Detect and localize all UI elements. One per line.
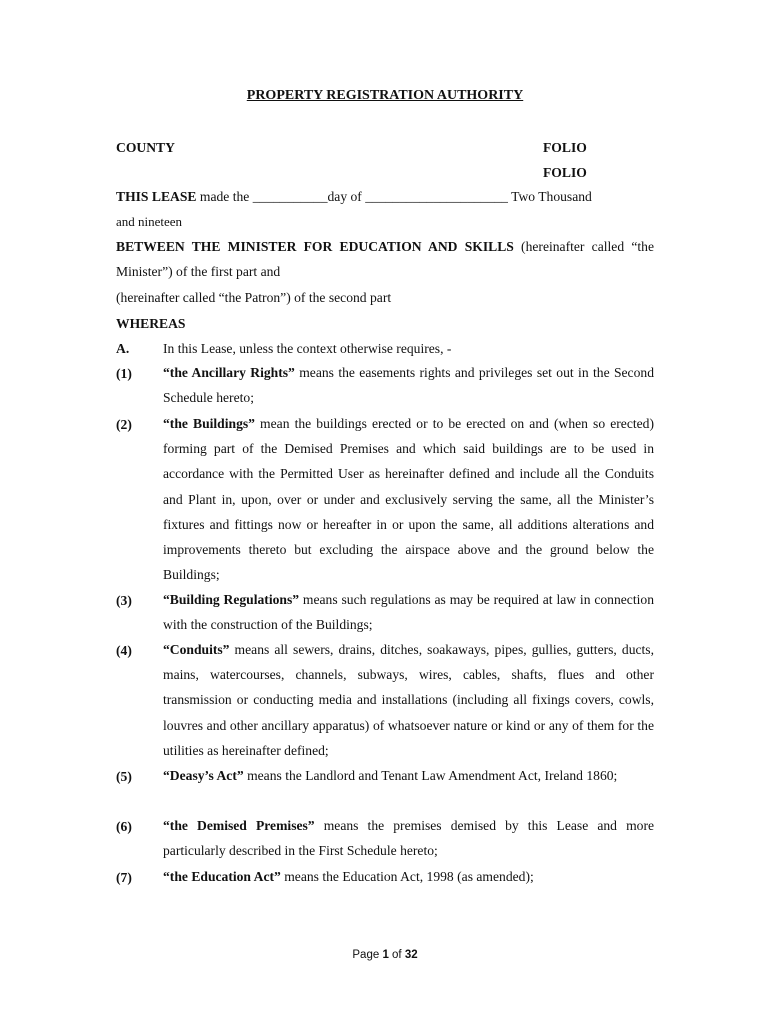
month-blank: _____________________ (365, 189, 508, 204)
lease-intro-made-the: made the (196, 189, 253, 204)
lease-intro-bold: THIS LEASE (116, 189, 197, 204)
definition-number: (5) (116, 769, 132, 784)
definition-body: means all sewers, drains, ditches, soakaways, pipes, gullies, gutters, ducts, mains, watercourses, channels, subways, wires, cables, shafts, flues and other transmission or conducting media and installations (including all fixings covers, cowls, louvres and other ancillary apparatus) of whatsoever nature or kind or any of them for the utilities as hereinafter defined; (163, 642, 654, 758)
definition-text (163, 813, 654, 863)
lease-intro-year-cont: and nineteen (116, 214, 183, 229)
definition-term: “Deasy’s Act” (163, 768, 244, 783)
page-number: 1 (382, 949, 389, 961)
definition-term: “the Buildings” (163, 416, 255, 431)
definition-body: means the Landlord and Tenant Law Amendment Act, Ireland 1860; (243, 768, 618, 783)
page-word: Page (352, 949, 383, 961)
definition-number: (2) (116, 417, 132, 432)
clause-a-number: A. (116, 341, 130, 356)
document-title: PROPERTY REGISTRATION AUTHORITY (246, 88, 524, 103)
definition-text (163, 763, 654, 788)
definition-number: (1) (116, 366, 132, 381)
of-word: of (388, 949, 405, 961)
lease-intro-year: Two Thousand (507, 189, 592, 204)
definition-text (163, 637, 654, 763)
definition-text (163, 360, 654, 410)
definition-text (163, 864, 654, 889)
definition-number: (4) (116, 643, 132, 658)
between-rest: (hereinafter called “the Minister”) of the first part and (116, 239, 654, 280)
definition-body: means the easements rights and privileges set out in the Second Schedule hereto; (163, 365, 654, 406)
definition-body: means such regulations as may be required at law in connection with the construction of the Buildings; (163, 592, 654, 633)
definition-text (163, 587, 654, 637)
between-paragraph (116, 234, 654, 284)
definition-term: “Building Regulations” (163, 592, 300, 607)
patron-line: (hereinafter called “the Patron”) of the second part (116, 290, 392, 305)
lease-intro-line (116, 190, 592, 204)
definition-body: mean the buildings erected or to be erected on and (when so erected) forming part of the Demised Premises and which said buildings are to be used in accordance with the Permitted User as hereinafter defined and include all the Conduits and Plant in, upon, over or under and exclusively serving the same, all the Minister’s fixtures and fittings now or hereafter in or upon the same, all additions alterations and improvements thereto but excluding the airspace above and the ground below the Buildings; (163, 416, 654, 583)
folio-label: FOLIO (543, 140, 587, 155)
county-label: COUNTY (116, 140, 175, 155)
definition-term: “the Ancillary Rights” (163, 365, 295, 380)
between-bold: BETWEEN THE MINISTER FOR EDUCATION AND SKILLS (116, 239, 514, 254)
definition-body: means the premises demised by this Lease and more particularly described in the First Schedule hereto; (163, 818, 655, 859)
lease-intro-day-of: day of (327, 189, 366, 204)
definition-number: (6) (116, 819, 132, 834)
definition-number: (7) (116, 870, 132, 885)
definition-term: “the Demised Premises” (163, 818, 315, 833)
definition-body: means the Education Act, 1998 (as amended); (280, 869, 534, 884)
page-footer (0, 949, 770, 961)
definition-number: (3) (116, 593, 132, 608)
day-blank: ___________ (252, 189, 328, 204)
clause-a-text: In this Lease, unless the context otherwise requires, - (163, 341, 452, 356)
definition-term: “Conduits” (163, 642, 230, 657)
whereas-heading: WHEREAS (116, 316, 186, 331)
definition-text (163, 411, 654, 587)
folio-label-second: FOLIO (543, 165, 587, 180)
definition-term: “the Education Act” (163, 869, 281, 884)
page-total: 32 (404, 949, 418, 961)
